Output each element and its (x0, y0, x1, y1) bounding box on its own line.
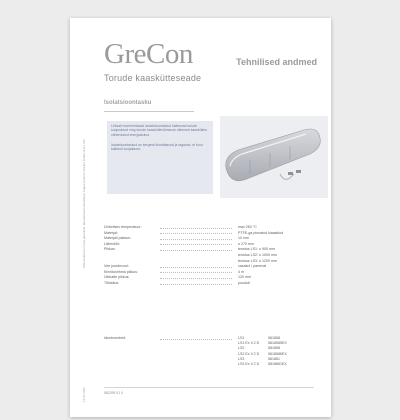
spec-label: Läbimõõt: (104, 241, 120, 246)
dotted-leader (160, 250, 232, 251)
spec-label: Tõkisitus: (104, 280, 120, 285)
order-row (238, 341, 287, 346)
order-number: 5818585EX (268, 341, 287, 346)
spec-label: Kinnitusrihma pikkus: (104, 269, 138, 274)
spec-label: Pikkus: (104, 247, 116, 252)
section-divider (104, 111, 194, 112)
document-page (70, 18, 331, 417)
product-tagline: Torude kaaskütteseade (104, 73, 202, 83)
order-row (238, 362, 287, 366)
order-type: LS1 Ex II 2 D (238, 341, 260, 346)
order-type: LS3 Ex II 2 D (238, 362, 260, 366)
order-type: LS2 (238, 346, 245, 351)
dotted-leader (160, 278, 232, 279)
spec-value: vasakul / paremal (238, 264, 267, 269)
dotted-leader (160, 267, 232, 268)
spec-value: max 260 °C (238, 225, 257, 229)
document-heading: Tehnilised andmed (236, 57, 317, 67)
spec-value: teostus LS1: u 900 mm (238, 247, 275, 252)
side-legal-note: Kõik andmed on ilma garantiita. Muudatused võimalikud. Fagus-GreCon Greten GmbH & Co. KG (82, 139, 86, 268)
insulation-jacket-icon (220, 116, 328, 198)
spec-label: Ümbritsev temperatuur: (104, 225, 142, 229)
order-label: Identnumbrid: (104, 336, 126, 340)
product-photo (220, 116, 328, 198)
order-number: 581881 (268, 356, 280, 361)
footer-divider (104, 387, 314, 388)
spec-value: puudub (238, 280, 250, 285)
order-number: 5818586EX (268, 351, 287, 356)
order-number: 581858 (268, 336, 280, 340)
dotted-leader (160, 339, 232, 340)
section-title: Isolatsioontasku (104, 100, 152, 106)
side-date: 12.07.2011 (82, 387, 86, 402)
spec-label: Vee juurdevool: (104, 264, 129, 269)
spec-label: Ülekatte pikkus: (104, 275, 130, 280)
order-number: 5818861EX (268, 362, 287, 366)
spec-value: teostus LS3: u 1200 mm (238, 258, 277, 263)
spec-value: 10 mm (238, 236, 249, 241)
spec-value: 120 mm (238, 275, 251, 280)
spec-value: u 270 mm (238, 241, 254, 246)
description-box (107, 121, 213, 194)
spec-list (104, 225, 324, 287)
dotted-leader (160, 244, 232, 245)
dotted-leader (160, 239, 232, 240)
dotted-leader (160, 284, 232, 285)
order-type: LS2 Ex II 2 D (238, 351, 260, 356)
dotted-leader (160, 228, 232, 229)
order-row (238, 356, 280, 361)
description-paragraph: Isolatsioontaskud on kergesti kinnitatavad ja tagavad, et tood kaitstud soojakaost. (111, 142, 203, 152)
order-row (238, 346, 280, 351)
order-type: LS3 (238, 356, 245, 361)
order-number: 581858 (268, 346, 280, 351)
description-paragraph: Lihtsalt monteeritavad isolatsioontaskud kaitsevad torude soojuskaod ning torude kaasküttevõimsuse väheneb kaasküttes vähendatud energiakulud. (111, 124, 207, 137)
order-row (238, 351, 287, 356)
grecon-logo: GreCon (104, 38, 193, 70)
document-code: 562299 01 0 (104, 391, 123, 395)
spec-row (104, 281, 324, 287)
order-type: LS1 (238, 336, 245, 340)
spec-label: Materjali paksus: (104, 236, 131, 241)
spec-value: PTFE-ga pinnatud klaaskiud (238, 230, 284, 235)
dotted-leader (160, 272, 232, 273)
spec-value: 4 m (238, 269, 244, 274)
dotted-leader (160, 233, 232, 234)
spec-label: Materjal: (104, 230, 118, 235)
order-row (238, 336, 280, 340)
spec-value: teostus LS2: u 1000 mm (238, 252, 277, 257)
